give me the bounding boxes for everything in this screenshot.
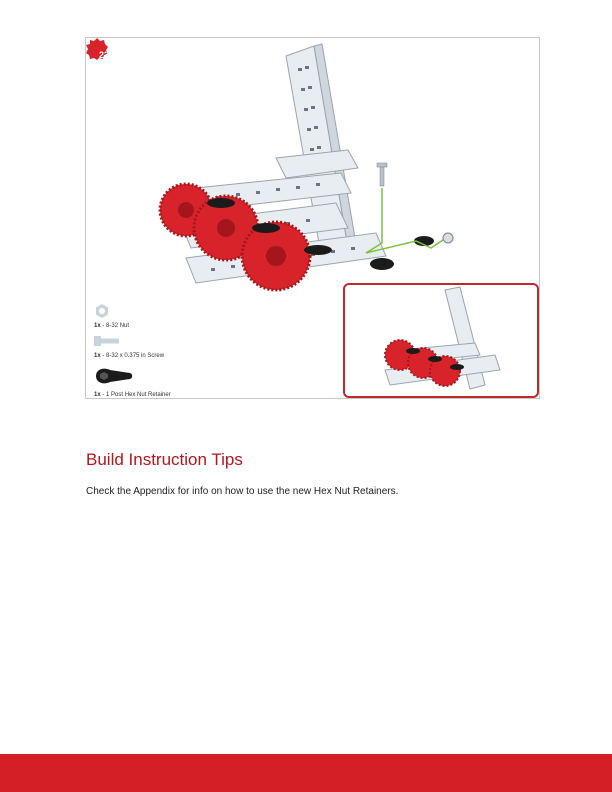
part-label-screw: 1x - 8-32 x 0.375 in Screw xyxy=(94,353,165,359)
detail-inset xyxy=(343,283,539,398)
part-label-retainer: 1x - 1 Post Hex Nut Retainer xyxy=(94,392,171,398)
footer-bar xyxy=(0,754,612,792)
hex-nut-retainer-icon xyxy=(94,365,134,387)
screw-icon xyxy=(94,335,120,347)
step-number: 23 xyxy=(98,50,109,60)
section-heading: Build Instruction Tips xyxy=(86,450,243,469)
part-label-nut: 1x - 8-32 Nut xyxy=(94,323,130,329)
tips-body-text: Check the Appendix for info on how to use the new Hex Nut Retainers. xyxy=(86,486,399,497)
hex-nut-icon xyxy=(94,303,110,319)
build-step-figure xyxy=(85,37,540,399)
detail-inset-illustration xyxy=(345,285,537,396)
